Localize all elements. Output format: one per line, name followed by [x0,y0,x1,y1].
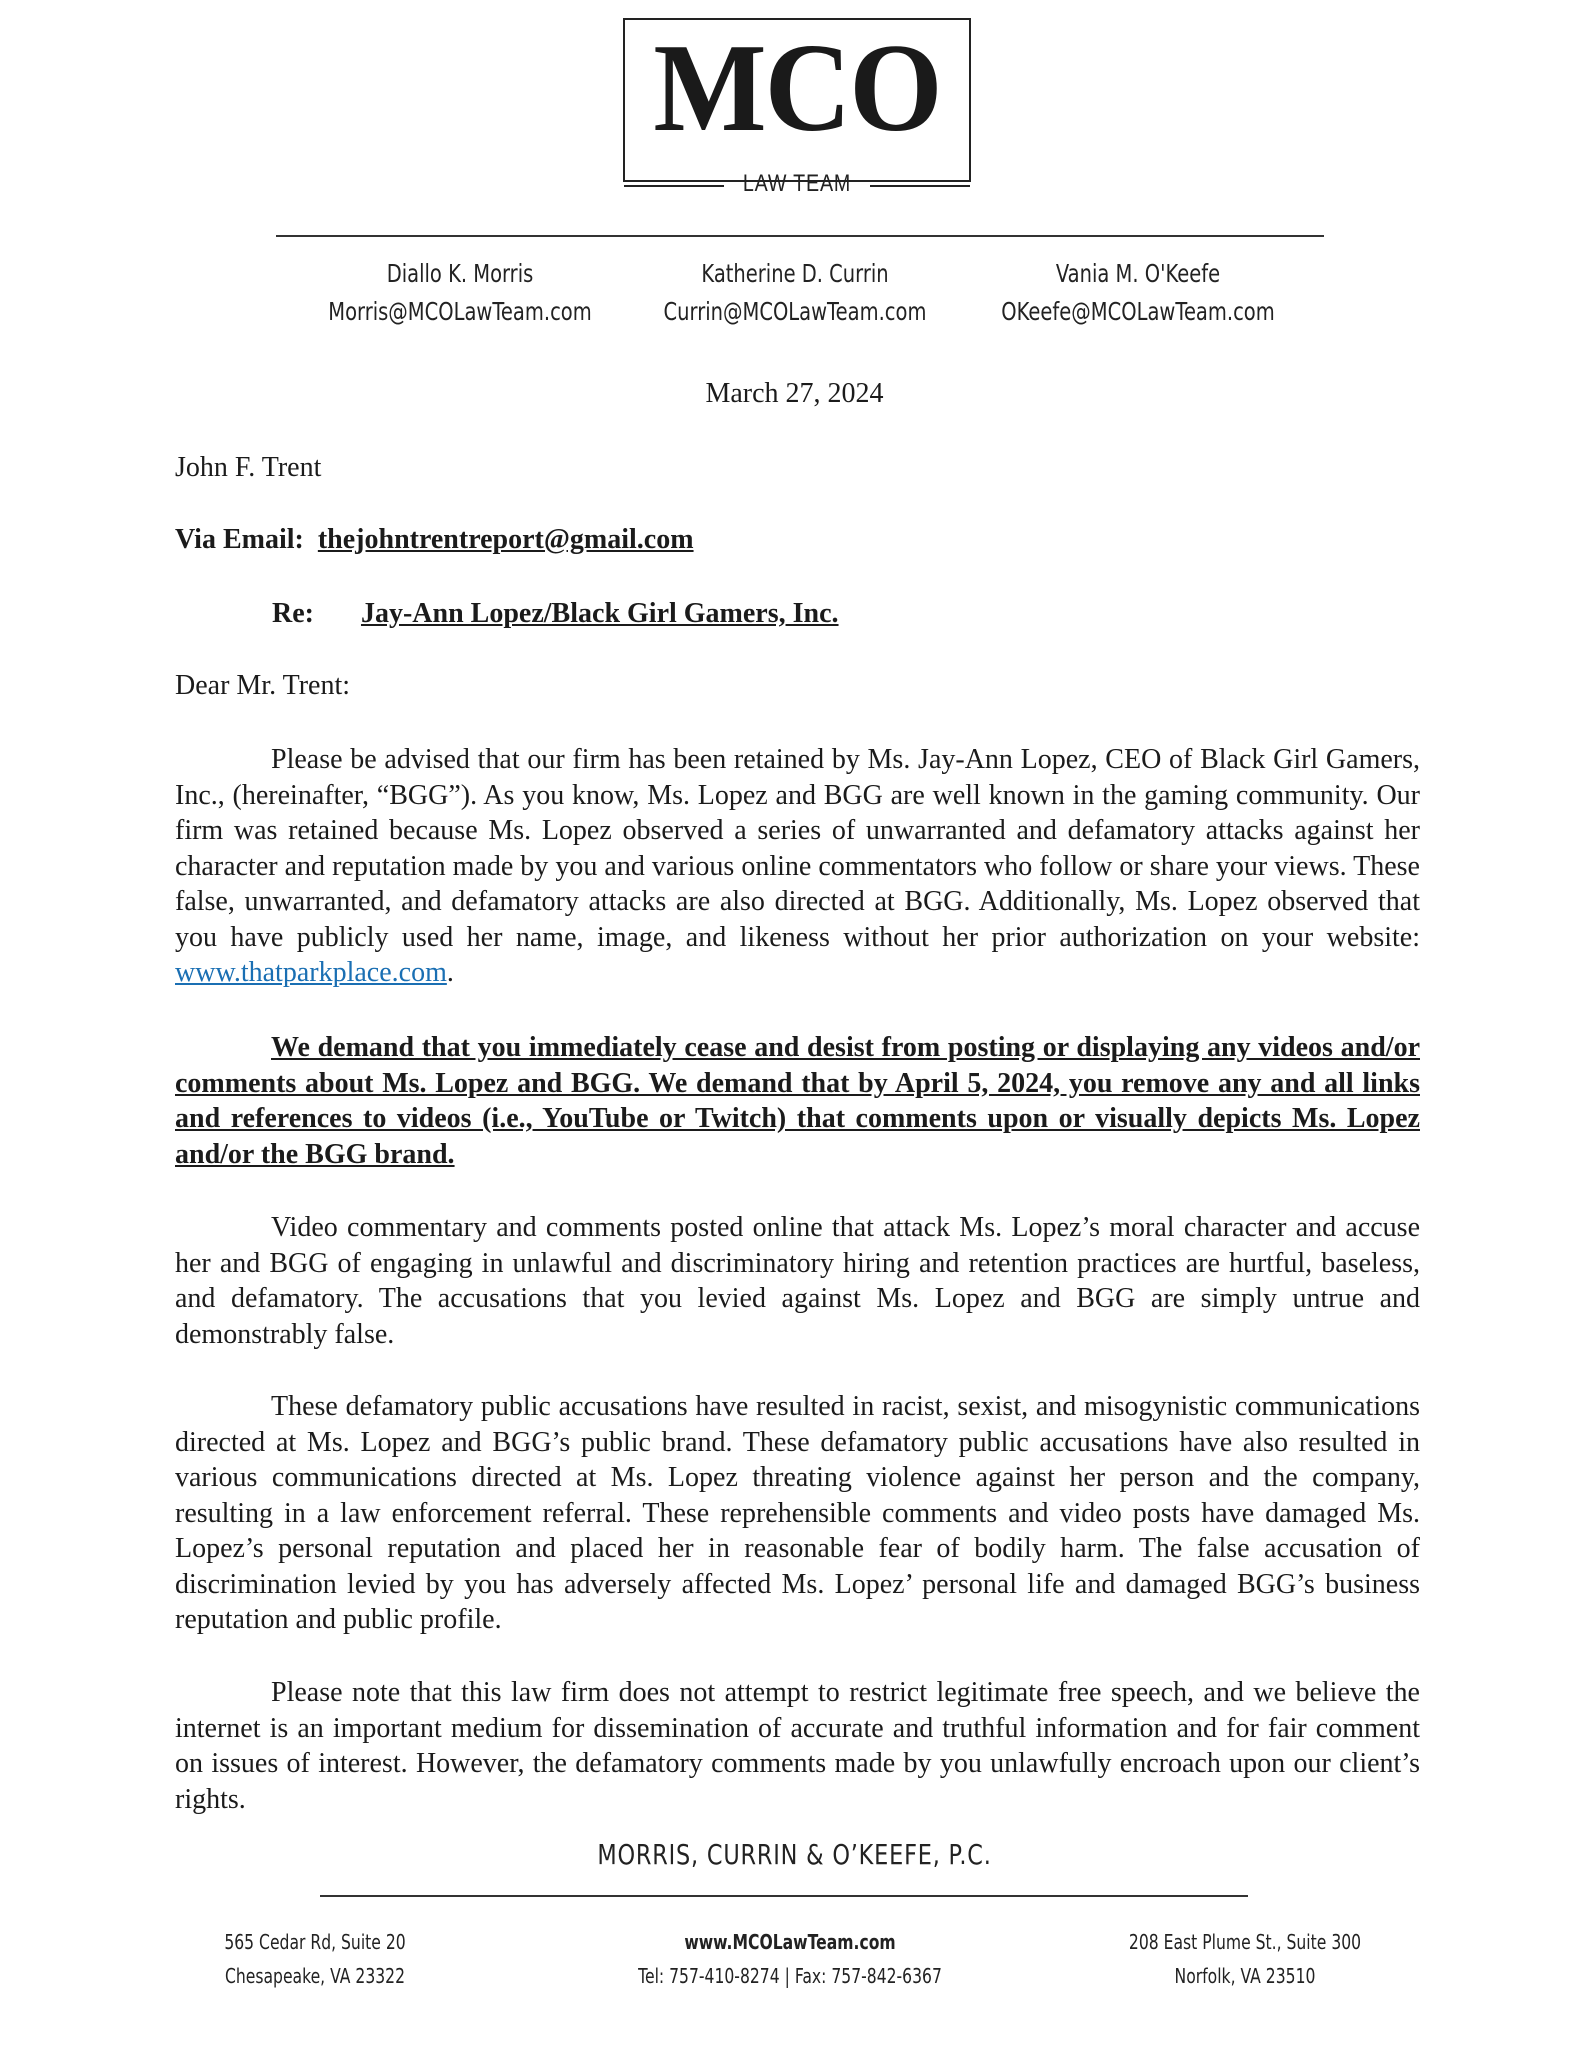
attorney-name: Diallo K. Morris [386,259,534,288]
demand-paragraph: We demand that you immediately cease and desist from posting or displaying any videos and/or comments about Ms. Lopez and BGG. We demand that by April 5, 2024, you remove any and all links and references to videos (i.e., YouTube or Twitch) that comments upon or visually depicts Ms. Lopez and/or the BGG brand. [175,1032,1420,1170]
letterhead-divider [276,235,1324,237]
logo-text: MCO [653,17,941,158]
footer-center [595,1925,985,1993]
re-label: Re: [272,598,314,629]
via-email[interactable]: thejohntrentreport@gmail.com [317,524,694,555]
attorney-currin [639,255,951,331]
address-line: 208 East Plume St., Suite 300 [1128,1930,1362,1954]
footer-left-address [159,1925,471,1993]
address-line: 565 Cedar Rd, Suite 20 [224,1930,406,1954]
footer-website[interactable]: www.MCOLawTeam.com [684,1930,896,1954]
re-line [272,596,839,631]
address-line: Norfolk, VA 23510 [1174,1964,1316,1988]
attorney-okeefe [982,255,1294,331]
logo-subtitle: LAW TEAM [742,170,852,197]
paragraph-4: Please note that this law firm does not attempt to restrict legitimate free speech, and we believe the internet is an important medium for dissemination of accurate and truthful information and for fair comment on issues of interest. However, the defamatory comments made by you unlawfully encroach upon our client’s rights. [175,1677,1420,1815]
paragraph-2: Video commentary and comments posted online that attack Ms. Lopez’s moral character and accuse her and BGG of engaging in unlawful and discriminatory hiring and retention practices are hurtful, baseless, and defamatory. The accusations that you levied against Ms. Lopez and BGG are simply untrue and demonstrably false. [175,1212,1420,1350]
footer-phone-fax: Tel: 757-410-8274 | Fax: 757-842-6367 [638,1964,942,1988]
website-link[interactable]: www.thatparkplace.com [175,957,447,988]
re-subject: Jay-Ann Lopez/Black Girl Gamers, Inc. [360,598,839,629]
salutation: Dear Mr. Trent: [175,670,350,701]
recipient: John F. Trent [175,452,322,483]
paragraph-1-end: . [446,957,454,988]
attorney-email: OKeefe@MCOLawTeam.com [1001,297,1275,326]
via-email-line [175,522,694,557]
attorney-email: Currin@MCOLawTeam.com [663,297,927,326]
via-label: Via Email: [175,524,304,555]
footer-divider [320,1895,1248,1897]
footer-right-address [1081,1925,1409,1993]
paragraph-1-text: Please be advised that our firm has been retained by Ms. Jay-Ann Lopez, CEO of Black Girl Gamers, Inc., (hereinafter, “BGG”). As you know, Ms. Lopez and BGG are well known in the gaming community. Our firm was retained because Ms. Lopez observed a series of unwarranted and defamatory attacks against her character and reputation made by you and various online commentators who follow or share your views. These false, unwarranted, and defamatory attacks are also directed at BGG. Additionally, Ms. Lopez observed that you have publicly used her name, image, and likeness without her prior authorization on your website: [175,744,1420,953]
paragraph-3: These defamatory public accusations have resulted in racist, sexist, and misogynistic communications directed at Ms. Lopez and BGG’s public brand. These defamatory public accusations have also resulted in various communications directed at Ms. Lopez threating violence against her person and the company, resulting in a law enforcement referral. These reprehensible comments and video posts have damaged Ms. Lopez’s personal reputation and placed her in reasonable fear of bodily harm. The false accusation of discrimination levied by you has adversely affected Ms. Lopez’ personal life and damaged BGG’s business reputation and public profile. [175,1391,1420,1635]
attorney-name: Vania M. O'Keefe [1055,259,1221,288]
paragraph-1 [175,742,1420,991]
firm-name: MORRIS, CURRIN & O’KEEFE, P.C. [597,1838,992,1871]
letter-date: March 27, 2024 [705,378,884,409]
attorney-email: Morris@MCOLawTeam.com [328,297,592,326]
attorney-morris [304,255,616,331]
attorney-name: Katherine D. Currin [701,259,889,288]
address-line: Chesapeake, VA 23322 [224,1964,406,1988]
firm-logo [623,17,971,197]
